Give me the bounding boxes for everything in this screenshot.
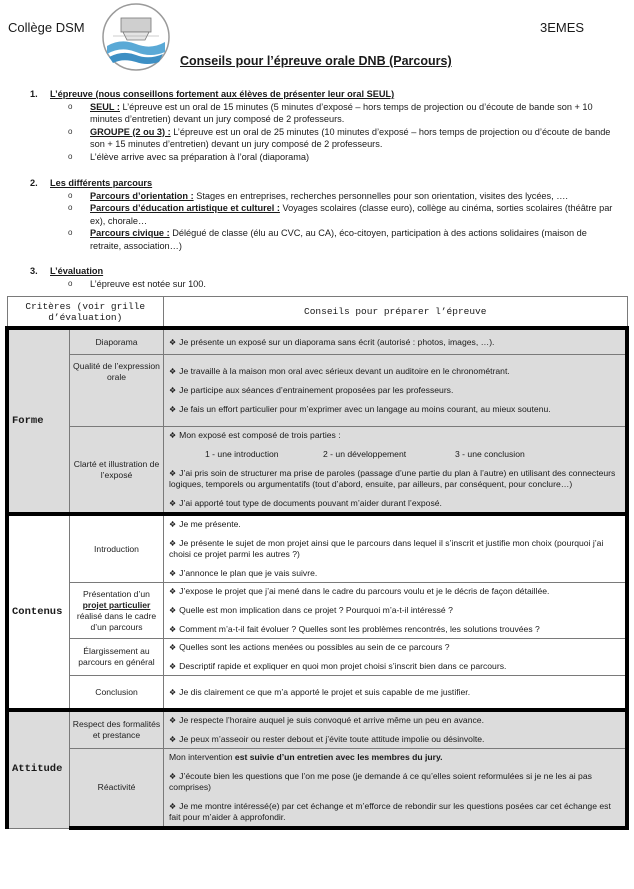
advice-cell: ❖ Je travaille à la maison mon oral avec sérieux devant un auditoire en le chronométrant. ❖ Je participe aux séances d’entrainement proposées par les professeurs. ❖ Je fais un effort particulier pour m’exprimer avec un langage au moins courant, au mieux soutenu. <box>164 355 628 427</box>
table-header-row <box>7 297 627 329</box>
advice-cell: ❖ Je dis clairement ce que m’a apporté le projet et suis capable de me justifier. <box>164 676 628 711</box>
criteria-table <box>5 296 629 830</box>
school-logo <box>101 2 171 72</box>
list-item: o SEUL : L’épreuve est un oral de 15 minutes (5 minutes d’exposé – hors temps de projection ou d’écoute de bande son + 10 minutes d’entretien) devant un jury composé de 2 professeurs. <box>68 101 593 124</box>
criterion-cell: Présentation d’un projet particulier réalisé dans le cadre d’un parcours <box>70 583 164 639</box>
list-item: o GROUPE (2 ou 3) : L’épreuve est un oral de 25 minutes (10 minutes d’exposé – hors temps de projection ou d’écoute de bande son + 15 minutes d’entretien) devant un jury composé de 2 professeurs. <box>68 126 611 149</box>
advice-cell: ❖ Je respecte l’horaire auquel je suis convoqué et arrive même un peu en avance. ❖ Je peux m’asseoir ou rester debout et j’évite toute attitude impolie ou désinvolte. <box>164 710 628 749</box>
category-contenus: Contenus <box>7 514 70 710</box>
diamond-bullet-icon: ❖ <box>169 735 177 744</box>
list-item: o Parcours d’éducation artistique et culturel : Voyages scolaires (classe euro), collège au cinéma, sorties scolaires (théâtre par ex), chorale… <box>68 203 613 226</box>
diamond-bullet-icon: ❖ <box>169 643 177 652</box>
bullet-icon: o <box>68 190 73 200</box>
section-evaluation <box>30 265 620 290</box>
diamond-bullet-icon: ❖ <box>169 606 177 615</box>
criterion-cell: Conclusion <box>70 676 164 711</box>
diamond-bullet-icon: ❖ <box>169 539 177 548</box>
table-row <box>7 749 627 829</box>
section-epreuve <box>30 88 620 163</box>
diamond-bullet-icon: ❖ <box>169 386 177 395</box>
bullet-icon: o <box>68 228 73 237</box>
header-advice: Conseils pour préparer l’épreuve <box>164 297 628 329</box>
diamond-bullet-icon: ❖ <box>169 687 177 697</box>
diamond-bullet-icon: ❖ <box>169 716 177 725</box>
table-row <box>7 328 627 355</box>
list-item: o Parcours civique : Délégué de classe (élu au CVC, au CA), éco-citoyen, participation à des actions solidaires (maison de retraite, association…) <box>68 228 587 251</box>
table-row <box>7 514 627 583</box>
section-number: 3. <box>30 266 38 276</box>
diamond-bullet-icon: ❖ <box>169 587 177 596</box>
plan-parts: 1 - une introduction 2 - un développement 3 - une conclusion <box>205 449 525 459</box>
diamond-bullet-icon: ❖ <box>169 405 177 414</box>
list-item: o L’élève arrive avec sa préparation à l’oral (diaporama) <box>68 151 310 162</box>
diamond-bullet-icon: ❖ <box>169 337 177 347</box>
bullet-icon: o <box>68 126 73 136</box>
logo-icon <box>101 2 171 72</box>
table-row <box>7 676 627 711</box>
section-title: Les différents parcours <box>50 178 153 188</box>
bullet-icon: o <box>68 278 73 288</box>
section-title: L’évaluation <box>50 266 104 276</box>
table-row <box>7 355 627 427</box>
table-row <box>7 639 627 676</box>
table-row <box>7 427 627 515</box>
section-number: 1. <box>30 89 38 99</box>
criterion-cell: Clarté et illustration de l’exposé <box>70 427 164 515</box>
document-title: Conseils pour l’épreuve orale DNB (Parcours) <box>180 54 452 68</box>
diamond-bullet-icon: ❖ <box>169 772 177 781</box>
advice-cell: ❖ Je présente un exposé sur un diaporama sans écrit (autorisé : photos, images, …). <box>164 328 628 355</box>
criterion-cell: Introduction <box>70 514 164 583</box>
advice-cell: ❖ Je me présente. ❖ Je présente le sujet de mon projet ainsi que le parcours dans lequel il s’inscrit et justifie mon choix (pourquoi j’ai choisi ce projet parmi les autres ?) ❖ J’annonce le plan que je vais suivre. <box>164 514 628 583</box>
section-title: L’épreuve (nous conseillons fortement aux élèves de présenter leur oral SEUL) <box>50 89 395 99</box>
table-row <box>7 710 627 749</box>
list-item: o L’épreuve est notée sur 100. <box>68 278 206 289</box>
bullet-icon: o <box>68 151 73 161</box>
diamond-bullet-icon: ❖ <box>169 625 177 634</box>
criterion-cell: Élargissement au parcours en général <box>70 639 164 676</box>
diamond-bullet-icon: ❖ <box>169 469 177 478</box>
diamond-bullet-icon: ❖ <box>169 802 177 811</box>
criterion-cell: Réactivité <box>70 749 164 829</box>
criterion-cell: Respect des formalités et prestance <box>70 710 164 749</box>
school-name: Collège DSM <box>8 20 85 35</box>
diamond-bullet-icon: ❖ <box>169 520 177 529</box>
diamond-bullet-icon: ❖ <box>169 367 177 376</box>
section-parcours <box>30 177 620 252</box>
criterion-cell: Diaporama <box>70 328 164 355</box>
bullet-icon: o <box>68 101 73 111</box>
advice-cell: ❖ Mon exposé est composé de trois parties : 1 - une introduction 2 - un développement 3 - une conclusion ❖ J’ai pris soin de structurer ma prise de paroles (passage d’une partie du plan à l’autre) en utilisant des connecteurs logiques, temporels ou argumentatifs (tout d’abord, ensuite, par ailleurs, par conséquent, pour conclure…) ❖ J’ai apporté tout type de documents pouvant m’aider durant l’exposé. <box>164 427 628 515</box>
diamond-bullet-icon: ❖ <box>169 569 177 578</box>
diamond-bullet-icon: ❖ <box>169 662 177 671</box>
diamond-bullet-icon: ❖ <box>169 431 177 440</box>
class-level: 3EMES <box>540 20 585 35</box>
category-forme: Forme <box>7 328 70 514</box>
diamond-bullet-icon: ❖ <box>169 499 177 508</box>
bullet-icon: o <box>68 203 73 212</box>
advice-cell: ❖ Quelles sont les actions menées ou possibles au sein de ce parcours ? ❖ Descriptif rapide et expliquer en quoi mon projet choisi s’inscrit bien dans ce parcours. <box>164 639 628 676</box>
category-attitude: Attitude <box>7 710 70 828</box>
list-item: o Parcours d’orientation : Stages en entreprises, recherches personnelles pour son orientation, visites des lycées, …. <box>68 190 568 201</box>
section-number: 2. <box>30 178 38 188</box>
table-row <box>7 583 627 639</box>
header-criteria: Critères (voir grille d’évaluation) <box>7 297 164 329</box>
criterion-cell: Qualité de l’expression orale <box>70 355 164 427</box>
advice-cell: ❖ J’expose le projet que j’ai mené dans le cadre du parcours voulu et je le décris de façon détaillée. ❖ Quelle est mon implication dans ce projet ? Pourquoi m’a-t-il intéressé ? ❖ Comment m’a-t-il fait évoluer ? Quelles sont les problèmes rencontrés, les solutions trouvées ? <box>164 583 628 639</box>
advice-cell: Mon intervention est suivie d’un entretien avec les membres du jury. ❖ J’écoute bien les questions que l’on me pose (je demande á ce qu’elles soient reformulées si je ne les ai pas comprises) ❖ Je me montre intéressé(e) par cet échange et m’efforce de rebondir sur les questions posées car cet échange est fait pour m’aider à approfondir. <box>164 749 628 829</box>
